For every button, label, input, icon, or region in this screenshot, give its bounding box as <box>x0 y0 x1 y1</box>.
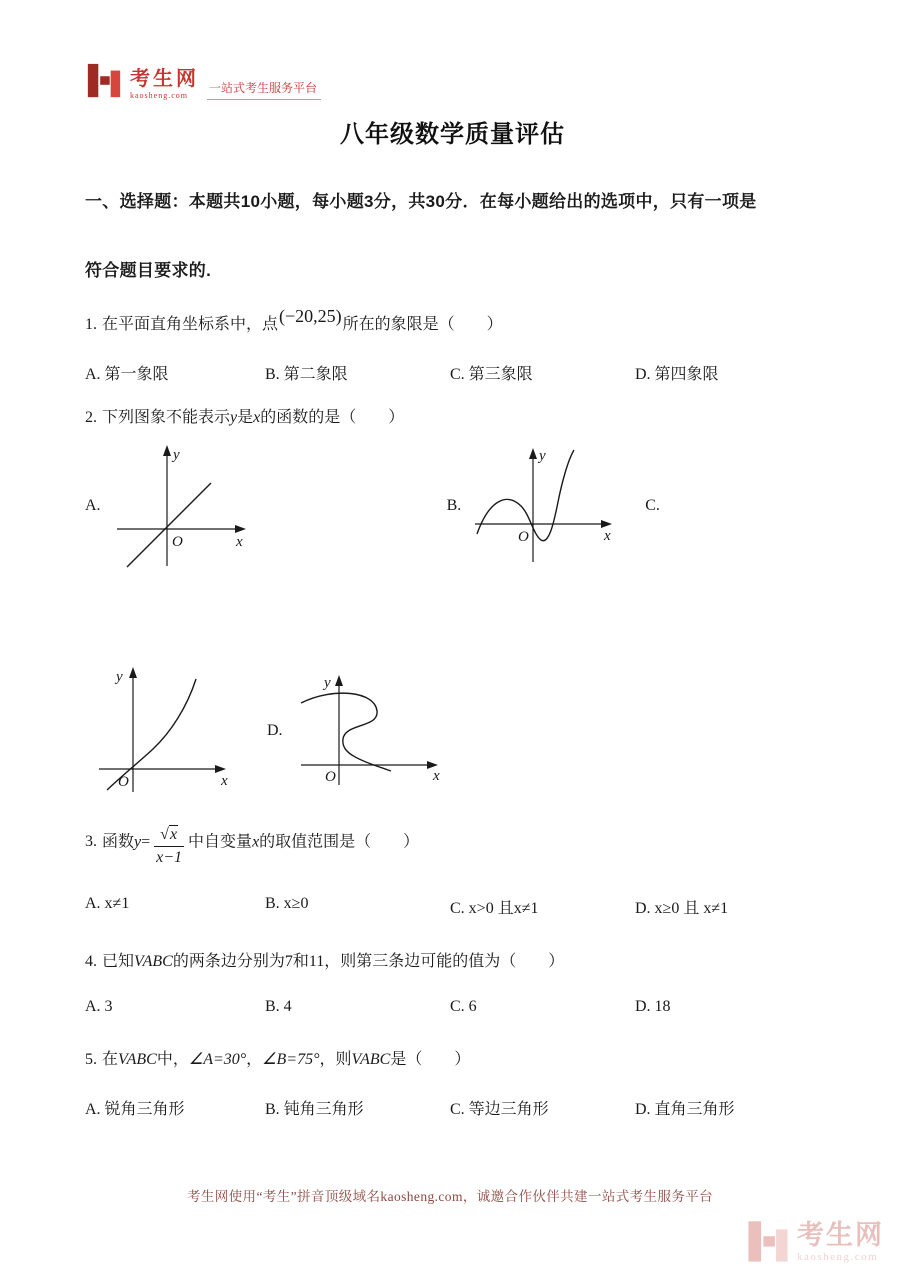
triangle-abc: VABC <box>118 1050 157 1068</box>
origin-label: O <box>518 528 530 545</box>
fraction-sqrt-x-over-x-minus-1 <box>154 826 184 868</box>
triangle-abc: VABC <box>134 952 173 970</box>
question-2-stem <box>85 404 820 427</box>
graph-label-b: B. <box>446 497 462 514</box>
y-axis-label: y <box>116 669 123 685</box>
question-5-option-b: B. 钝角三角形 <box>265 1100 364 1118</box>
kaosheng-watermark-icon <box>745 1219 791 1265</box>
question-2-graphs-row-1 <box>85 441 820 571</box>
question-5-text-mid1: 中， <box>156 1050 189 1068</box>
question-3-option-c: C. x>0 且x≠1 <box>450 899 539 917</box>
graph-label-a: A. <box>85 497 101 514</box>
brand-text <box>130 69 199 100</box>
question-5-option-c: C. 等边三角形 <box>450 1100 549 1118</box>
y-axis-label: y <box>172 447 180 463</box>
question-1-number: 1. <box>85 316 97 333</box>
question-1-option-b: B. 第二象限 <box>265 366 348 383</box>
origin-label: O <box>324 768 336 785</box>
watermark-text <box>797 1219 884 1263</box>
question-1-option-a: A. 第一象限 <box>85 366 169 383</box>
question-3-number: 3. <box>85 833 97 851</box>
radicand: x <box>169 826 178 843</box>
x-axis-label: x <box>604 527 611 544</box>
question-2-text-pre: 下列图象不能表示 <box>102 409 231 426</box>
graph-label-c: C. <box>645 497 660 514</box>
question-4-stem <box>85 948 820 971</box>
question-3-option-a: A. x≠1 <box>85 894 130 912</box>
question-3-option-d: D. x≥0 且 x≠1 <box>635 899 729 917</box>
x-axis-label: x <box>221 773 228 789</box>
angle-b-value: ∠B=75° <box>262 1050 320 1068</box>
question-4-option-c: C. 6 <box>450 997 477 1015</box>
question-3-stem <box>85 826 820 868</box>
question-4-text-pre: 已知 <box>102 952 135 970</box>
angle-a-value: ∠A=30° <box>188 1050 247 1068</box>
comma: ， <box>246 1050 263 1068</box>
header-logo <box>85 52 820 100</box>
question-3-text-mid: 中自变量 <box>188 833 253 851</box>
question-4-options <box>85 998 820 1016</box>
graph-a-line-through-origin <box>109 441 249 571</box>
question-1-text-pre: 在平面直角坐标系中，点 <box>102 316 279 333</box>
question-5-option-d: D. 直角三角形 <box>635 1100 735 1118</box>
question-3-text-pre: 函数 <box>102 833 135 851</box>
equals-sign: = <box>141 833 151 851</box>
question-1-coordinates: (−20,25) <box>279 306 342 326</box>
question-5-text-pre: 在 <box>102 1050 119 1068</box>
origin-label: O <box>171 534 183 550</box>
question-1-options <box>85 361 820 384</box>
origin-label: O <box>118 774 129 790</box>
brand-name: 考生网 <box>130 68 199 90</box>
y-axis-label: y <box>323 674 331 691</box>
section-instructions-line2: 符合题目要求的. <box>85 261 212 280</box>
question-4-text-post: 的两条边分别为7和11，则第三条边可能的值为（ ） <box>172 952 565 970</box>
question-1-option-d: D. 第四象限 <box>635 366 719 383</box>
variable-y: y <box>134 833 142 851</box>
question-5-number: 5. <box>85 1050 97 1068</box>
fraction-denominator: x−1 <box>156 849 183 867</box>
page-title: 八年级数学质量评估 <box>340 121 565 148</box>
question-1-text-post: 所在的象限是（ ） <box>342 316 503 333</box>
radical-sign: √ <box>160 826 169 843</box>
y-axis-label: y <box>539 447 546 464</box>
graph-label-d: D. <box>267 721 283 739</box>
question-4-option-b: B. 4 <box>265 997 292 1015</box>
x-axis-label: x <box>235 534 243 550</box>
triangle-abc: VABC <box>351 1050 391 1068</box>
question-5-option-a: A. 锐角三角形 <box>85 1100 185 1118</box>
question-3-text-post: 的取值范围是（ ） <box>259 833 420 851</box>
question-5-text-post: 是（ ） <box>390 1050 471 1068</box>
watermark-logo <box>745 1219 884 1265</box>
kaosheng-logo-icon <box>85 62 123 100</box>
brand-tagline: 一站式考生服务平台 <box>207 79 321 100</box>
question-1-stem <box>85 306 820 334</box>
question-2-text-post: 的函数的是（ ） <box>260 409 405 426</box>
x-axis-label: x <box>432 767 440 784</box>
question-1-option-c: C. 第三象限 <box>450 366 533 383</box>
watermark-domain: kaosheng.com <box>797 1250 879 1263</box>
graph-d-non-function-curve <box>295 671 445 791</box>
variable-y: y <box>230 409 238 426</box>
question-4-number: 4. <box>85 952 97 970</box>
question-3-options <box>85 895 820 918</box>
question-5-text-mid2: ，则 <box>319 1050 352 1068</box>
section-instructions-line1: 一、选择题：本题共10小题，每小题3分，共30分．在每小题给出的选项中，只有一项是 <box>85 192 757 211</box>
watermark-brand: 考生网 <box>797 1219 884 1250</box>
question-2-number: 2. <box>85 409 97 426</box>
question-2-graphs-row-2 <box>85 663 820 798</box>
graph-b-cubic-curve <box>467 444 617 569</box>
question-5-stem <box>85 1046 820 1069</box>
brand-domain: kaosheng.com <box>130 91 188 100</box>
question-4-option-d: D. 18 <box>635 997 671 1015</box>
footer-text: 考生网使用“考生”拼音顶级域名kaosheng.com，诚邀合作伙伴共建一站式考生服务平台 <box>186 1189 714 1204</box>
question-2-text-mid: 是 <box>237 409 254 426</box>
graph-c-increasing-curve <box>93 663 233 798</box>
question-3-option-b: B. x≥0 <box>265 894 309 912</box>
variable-x: x <box>253 409 261 426</box>
question-4-option-a: A. 3 <box>85 997 113 1015</box>
variable-x: x <box>252 833 260 851</box>
question-5-options <box>85 1096 820 1119</box>
fraction-numerator <box>154 826 184 847</box>
